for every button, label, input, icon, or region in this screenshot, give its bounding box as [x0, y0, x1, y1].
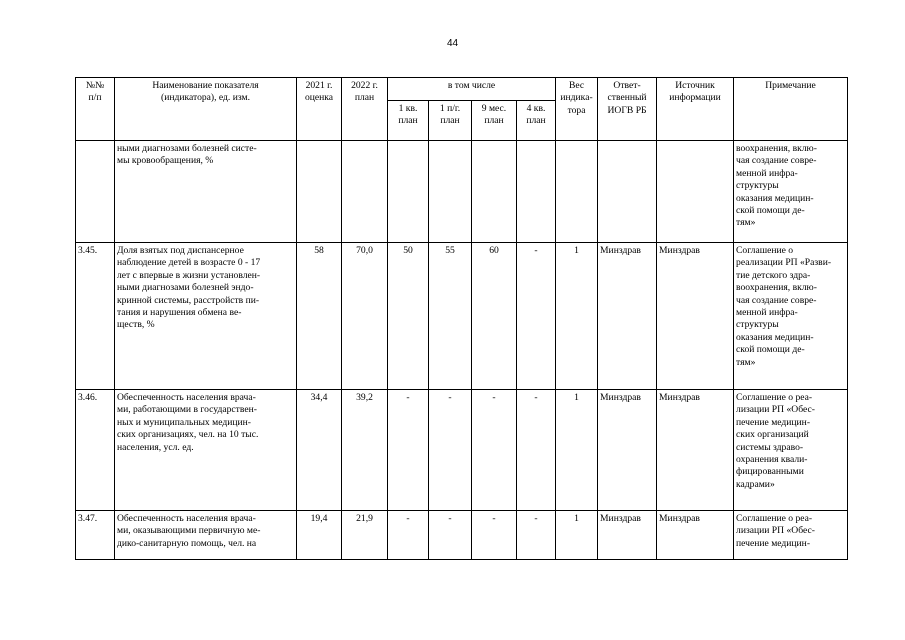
row-name: Обеспеченность населения врача- ми, работающими в государствен- ных и муниципальных медицин- ских организациях, чел. на 10 тыс. населения, усл. ед. — [115, 390, 297, 511]
row-source: Минздрав — [657, 243, 734, 390]
row-h1: 55 — [429, 243, 472, 390]
row-weight: 1 — [556, 390, 598, 511]
row-weight — [556, 141, 598, 243]
row-2022: 39,2 — [342, 390, 388, 511]
row-2021 — [297, 141, 342, 243]
header-2022: 2022 г. план — [342, 78, 388, 141]
table-row — [76, 141, 848, 243]
header-weight: Вес индика- тора — [556, 78, 598, 141]
row-9m: 60 — [472, 243, 517, 390]
row-q1: 50 — [388, 243, 429, 390]
row-responsible — [598, 141, 657, 243]
row-9m: - — [472, 511, 517, 560]
header-note: Примечание — [734, 78, 848, 141]
row-q4: - — [517, 511, 556, 560]
row-weight: 1 — [556, 243, 598, 390]
row-note: Соглашение о реализации РП «Разви- тие детского здра- воохранения, вклю- чая создание совре- менной инфра- структуры оказания медицин- ской помощи де- тям» — [734, 243, 848, 390]
row-h1: - — [429, 511, 472, 560]
row-num: 3.45. — [76, 243, 115, 390]
header-9m: 9 мес. план — [472, 101, 517, 141]
row-q1: - — [388, 390, 429, 511]
row-num — [76, 141, 115, 243]
header-num: №№ п/п — [76, 78, 115, 141]
row-9m: - — [472, 390, 517, 511]
row-name: Обеспеченность населения врача- ми, оказывающими первичную ме- дико-санитарную помощь, чел. на — [115, 511, 297, 560]
row-source — [657, 141, 734, 243]
table-row — [76, 390, 848, 511]
header-q4: 4 кв. план — [517, 101, 556, 141]
row-responsible: Минздрав — [598, 243, 657, 390]
page-number: 44 — [446, 38, 459, 49]
row-q4: - — [517, 243, 556, 390]
table-row — [76, 243, 848, 390]
row-2021: 58 — [297, 243, 342, 390]
row-responsible: Минздрав — [598, 511, 657, 560]
row-2021: 19,4 — [297, 511, 342, 560]
row-2022 — [342, 141, 388, 243]
header-responsible: Ответ- ственный ИОГВ РБ — [598, 78, 657, 141]
row-h1 — [429, 141, 472, 243]
row-note: воохранения, вклю- чая создание совре- менной инфра- структуры оказания медицин- ской помощи де- тям» — [734, 141, 848, 243]
header-including: в том числе — [388, 78, 556, 101]
row-h1: - — [429, 390, 472, 511]
row-q4: - — [517, 390, 556, 511]
row-2022: 21,9 — [342, 511, 388, 560]
row-name: Доля взятых под диспансерное наблюдение детей в возрасте 0 - 17 лет с впервые в жизни установлен- ными диагнозами болезней эндо- кринной системы, расстройств пи- тания и нарушения обмена ве- ществ, % — [115, 243, 297, 390]
row-name: ными диагнозами болезней систе- мы кровообращения, % — [115, 141, 297, 243]
header-h1: 1 п/г. план — [429, 101, 472, 141]
row-note: Соглашение о реа- лизации РП «Обес- печение медицин- ских организаций системы здраво- охранения квали- фицированными кадрами» — [734, 390, 848, 511]
row-source: Минздрав — [657, 390, 734, 511]
row-num: 3.46. — [76, 390, 115, 511]
row-2021: 34,4 — [297, 390, 342, 511]
indicators-table — [75, 77, 848, 560]
row-q1 — [388, 141, 429, 243]
row-q1: - — [388, 511, 429, 560]
row-responsible: Минздрав — [598, 390, 657, 511]
row-num: 3.47. — [76, 511, 115, 560]
table-row — [76, 511, 848, 560]
header-q1: 1 кв. план — [388, 101, 429, 141]
header-source: Источник информации — [657, 78, 734, 141]
row-2022: 70,0 — [342, 243, 388, 390]
row-q4 — [517, 141, 556, 243]
row-note: Соглашение о реа- лизации РП «Обес- печение медицин- — [734, 511, 848, 560]
header-2021: 2021 г. оценка — [297, 78, 342, 141]
header-name: Наименование показателя (индикатора), ед. изм. — [115, 78, 297, 141]
row-source: Минздрав — [657, 511, 734, 560]
row-weight: 1 — [556, 511, 598, 560]
row-9m — [472, 141, 517, 243]
